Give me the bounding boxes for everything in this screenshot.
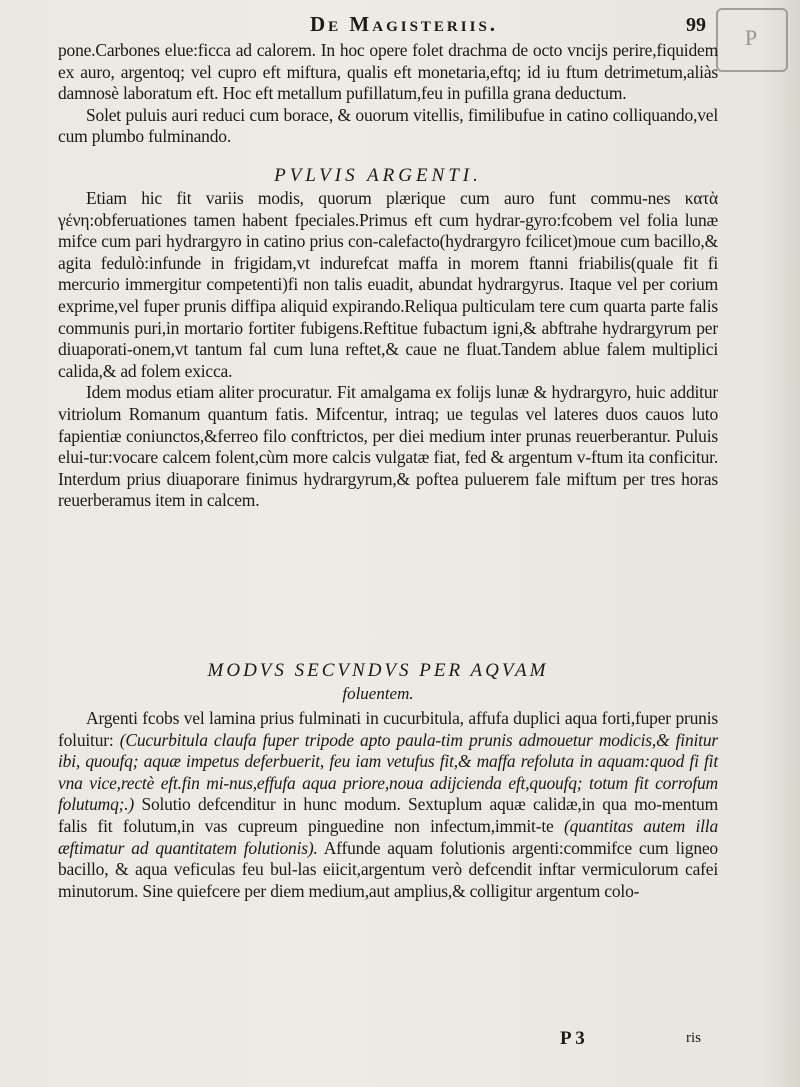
paragraph: pone.Carbones elue:ficca ad calorem. In hoc opere folet drachma de octo vncijs perire,fiquidem ex auro, argentoq; vel cupro eft miftura, qualis eft monetaria,eftq; id iu ftum detrimetum,aliàs damnosè laboratum eft. Hoc eft metallum pufillatum,feu in pufilla grana deductum. bbox=[58, 40, 718, 104]
paragraph bbox=[58, 708, 718, 902]
text-run: Affunde aquam folutionis argenti:commifce cum ligneo bacillo, & aqua veficulas feu bul-las eiicit,argentum verò defcendit inftar vermiculorum cafei minutorum. Sine quiefcere per diem medium,aut amplius,& colligitur argentum colo- bbox=[58, 837, 718, 901]
paragraph: Solet puluis auri reduci cum borace, & ouorum vitellis, fimilibufue in catino colliquando,vel cum plumbo fulminando. bbox=[58, 104, 718, 147]
section-3-text bbox=[58, 708, 718, 902]
paragraph: Idem modus etiam aliter procuratur. Fit amalgama ex folijs lunæ & hydrargyro, huic additur vitriolum Romanum quantum fatis. Mifcentur, intraq; ue tegulas vel lateres duos cauos luto fapientiæ coniunctos,&ferreo filo conftrictos, per diei medium inter prunas reuerberantur. Puluis elui-tur:vocare calcem folent,cùm more calcis vulgatæ fiat, fed & argentum v-ftum ita conficitur. Interdum prius diuaporare finimus hydrargyrum,& poftea puluerem fale miftum per tres horas reuerberamus item in calcem. bbox=[58, 382, 718, 511]
italic-text-run: (Cucurbitula claufa fuper tripode apto paula-tim prunis admouetur modicis,& finitur ibi, quoufq; aquæ impetus deferbuerit, feu iam vetufus fit,& maffa refoluta in aquam:quod fi fit vna vice,rectè eft.fin mi-nus,effufa aqua priore,noua adijcienda eft,quoufq; totum fit corrofum folutumq;.) bbox=[58, 729, 718, 815]
section-heading-modus-secundus: MODVS SECVNDVS PER AQVAM bbox=[207, 660, 549, 681]
catchword: ris bbox=[686, 1030, 701, 1046]
stamp-letter: P bbox=[744, 25, 760, 50]
section-2-text bbox=[58, 188, 718, 512]
page-number: 99 bbox=[686, 14, 706, 36]
text-run: Argenti fcobs vel lamina prius fulminati in cucurbitula, affufa duplici aqua forti,fuper prunis foluitur: bbox=[58, 708, 718, 750]
section-1-text bbox=[58, 40, 718, 148]
library-stamp bbox=[716, 8, 788, 72]
section-heading-pulvis-argenti: PVLVIS ARGENTI. bbox=[274, 165, 482, 186]
text-run: Solutio defcenditur in hunc modum. Sextuplum aquæ calidæ,in qua mo-mentum falis fit folutum,in vas cupreum pinguedine non infectum,immit-te bbox=[58, 794, 718, 836]
paragraph: Etiam hic fit variis modis, quorum plærique cum auro funt commu-nes κατὰ γένη:obferuationes tamen habent fpeciales.Primus eft cum hydrar-gyro:fcobem vel folia lunæ mifce cum pari hydrargyro in catino prius con-calefacto(hydrargyro fcilicet)moue cum bacillo,& agita fedulò:infunde in frigidam,vt indurefcat maffa in morem ftanni friabilis(quale fit fi mercurio immergitur competenti)fi non talis euadit, abundat hydrargyrus. Itaque vel per corium exprime,vel fuper prunis diffipa aliquid expirando.Reliqua pulticulam tere cum quarta parte falis communis puri,in mortario fortiter fubigens.Reftitue fubactum igni,& abftrahe hydrargyrum per diuaporati-onem,vt tantum fal cum luna reftet,& caue ne fluat.Tandem ablue falem multiplici calida,& ad folem exicca. bbox=[58, 188, 718, 381]
section-subheading: foluentem. bbox=[342, 684, 414, 703]
page-fold-shadow bbox=[762, 0, 800, 1087]
page-header bbox=[60, 4, 714, 40]
signature-mark: P 3 bbox=[560, 1028, 585, 1049]
italic-text-run: (quantitas autem illa æftimatur ad quantitatem folutionis). bbox=[58, 815, 718, 858]
running-head: De Magisteriis. bbox=[310, 12, 499, 36]
